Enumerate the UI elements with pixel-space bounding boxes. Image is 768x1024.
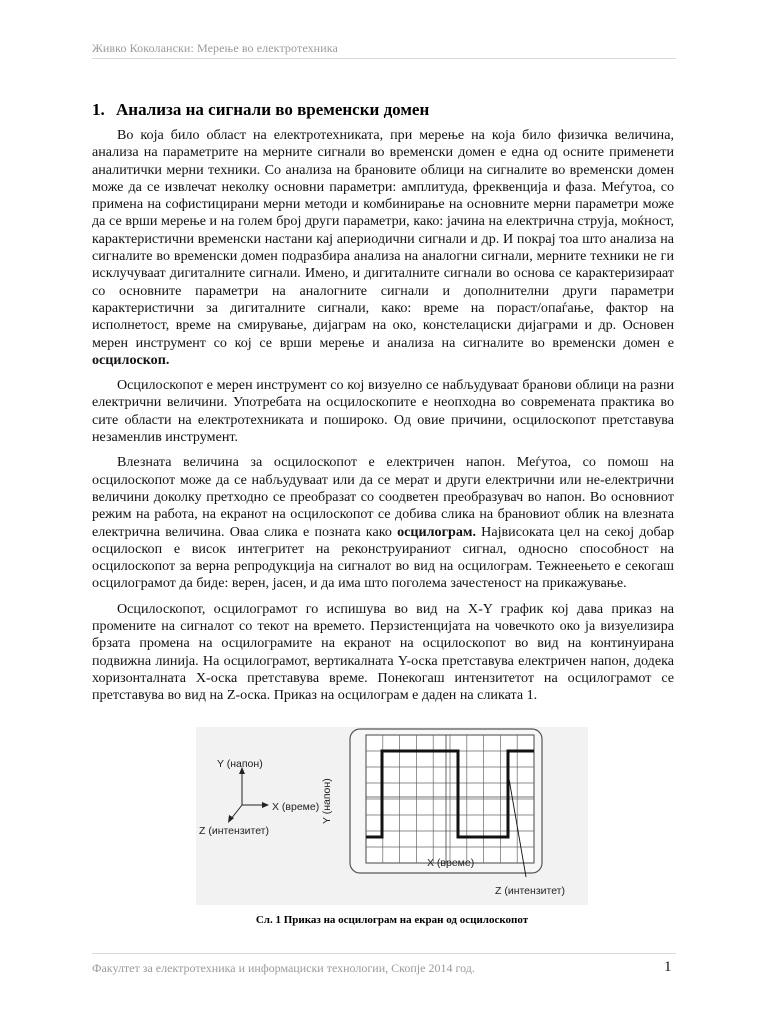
paragraph-3-bold: осцилограм. xyxy=(397,523,476,540)
paragraph-2-text: Осцилоскопот е мерен инструмент со кој визуелно се набљудуваат бранови облици на разни електрични величини. Употребата на осцилоскопите е неопходна во современата практика во сите области на електротехниката и пошироко. Од овие причини, осцилоскопот претставува незаменлив инструмент. xyxy=(92,377,674,446)
axes-x-label: X (време) xyxy=(272,801,320,813)
paragraph-1 xyxy=(92,127,674,369)
figure-caption: Сл. 1 Приказ на осцилограм на екран од осцилоскопот xyxy=(255,914,529,926)
axes-sketch xyxy=(228,767,269,823)
section-title-text: Анализа на сигнали во временски домен xyxy=(116,100,430,119)
paragraph-4-text: Осцилоскопот, осцилограмот го испишува во вид на X-Y график кој дава приказ на промените на сигналот со текот на времето. Перзистенцијата на човечкото око ја визуелизира брзата промена на осцилограмите на екранот на осцилоскопот во вид на континуирана подвижна линија. На осцилограмот, вертикалната Y-оска претставува електричен напон, додека хоризонталната X-оска претставува време. Понекогаш интензитетот на осцилограмот се претставува во вид на Z-оска. Приказ на осцилограм е даден на сликата 1. xyxy=(92,600,674,704)
x-axis-arrow xyxy=(262,802,269,808)
paragraph-3-text-before: Влезната величина за осцилоскопот е електричен напон. Меѓутоа, со помош на осцилоскопот може да се набљудуваат или да се мерат и други електрични или не-електрични величини доколку претходно се преобразат со соодветен преобразувач во напон. Во основниот режим на работа, на екранот на осцилоскопот се добива слика на брановиот облик на влезната електрична величина. Оваа слика е позната како xyxy=(92,454,674,540)
axes-y-label: Y (напон) xyxy=(217,758,263,770)
paragraph-4 xyxy=(92,601,674,705)
screen-x-label: X (време) xyxy=(427,857,475,869)
z-axis-line xyxy=(231,805,242,819)
paragraph-1-text: Во која било област на електротехниката, при мерење на која било физичка величина, анализа на параметрите на мерните сигнали во временски домен е една од осните применети аналитички мерни техники. Со анализа на брановите облици на сигналите во временски домен може да се извлечат неколку основни параметри: амплитуда, фреквенција и фаза. Меѓутоа, со примена на софистицирани мерни методи и комбинирање на основните мерни параметри може да се врши мерење и на голем број други параметри, како: јачина на електрична струја, моќност, карактеристични временски настани кај апериодични сигнали и др. И покрај тоа што анализа на сигналите во временски домен подразбира анализа на аналогни сигнали, мерните техники не ги исклучуваат дигиталните сигнали. Имено, и дигиталните сигнали во основа се карактеризираат со основните параметри на аналогните сигнали и дополнителни други параметри карактеристични за дигиталните сигнали, како: време на пораст/опаѓање, фактор на исполнетост, време на смирување, дијаграм на око, констелациски дијаграми и др. Основен мерен инструмент со кој се врши мерење и анализа на сигналите во временски домен е xyxy=(92,127,674,351)
page-number: 1 xyxy=(664,959,672,975)
footer-rule xyxy=(92,953,676,954)
section-title xyxy=(92,100,429,120)
running-footer: Факултет за електротехника и информациски технологии, Скопје 2014 год. xyxy=(92,961,475,975)
header-rule xyxy=(92,58,676,59)
screen-z-label: Z (интензитет) xyxy=(495,885,565,897)
paragraph-3 xyxy=(92,454,674,592)
oscillogram-figure xyxy=(196,727,588,905)
axes-z-label: Z (интензитет) xyxy=(199,825,269,837)
body-text xyxy=(92,127,674,713)
scope-screen xyxy=(350,729,542,877)
paragraph-3-text-after: Највисоката цел на секој добар осцилоскоп е висок интегритет на реконструираниот сигнал, односно способност на осцилоскопот за верна репродукција на сигналот во вид на осцилограм. Тежнеењето е секогаш осцилограмот да биде: верен, јасен, и да има што поголема зачестеност на прикажување. xyxy=(92,523,674,592)
paragraph-2 xyxy=(92,377,674,446)
figure-drawing xyxy=(196,727,588,905)
running-header: Живко Коколански: Мерење во електротехника xyxy=(92,41,338,55)
screen-y-label: Y (напон) xyxy=(321,778,333,824)
paragraph-1-bold: осцилоскоп. xyxy=(92,351,170,368)
section-number: 1. xyxy=(92,100,105,119)
